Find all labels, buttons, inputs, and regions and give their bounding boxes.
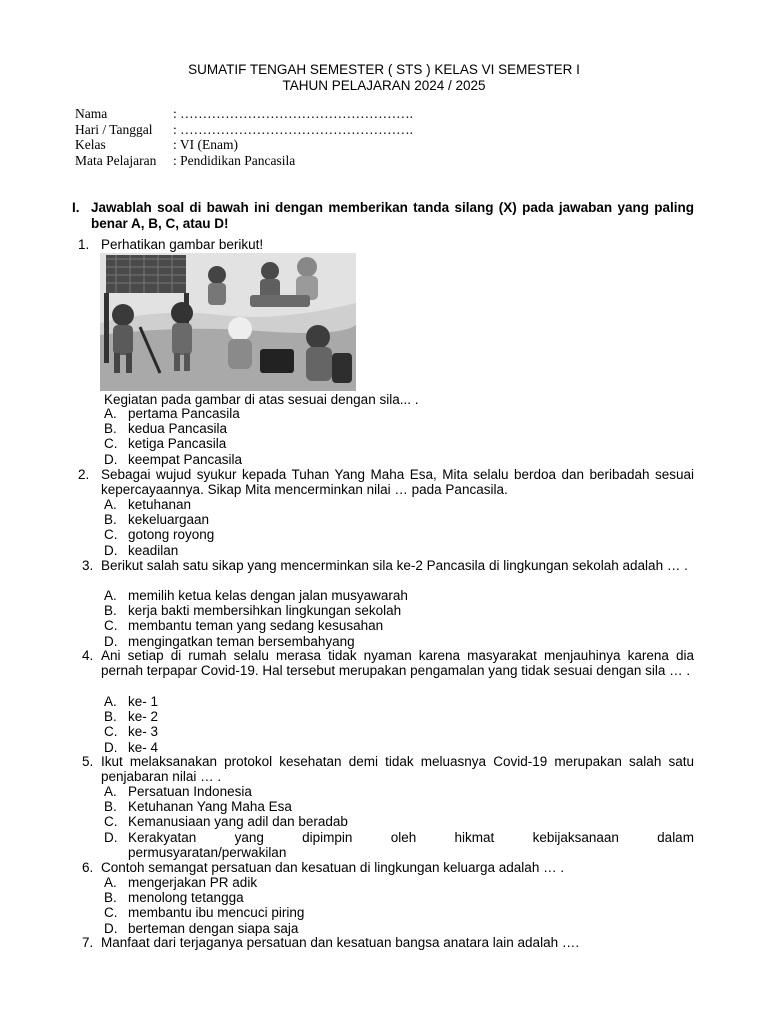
option-c[interactable] — [104, 814, 694, 829]
option-d[interactable] — [104, 543, 694, 558]
identity-row-nama — [75, 106, 413, 122]
option-text: berteman dengan siapa saja — [128, 920, 299, 936]
question-number: 1. — [78, 237, 90, 252]
option-d[interactable] — [104, 452, 694, 467]
option-letter: B. — [104, 709, 117, 725]
question-5 — [0, 754, 768, 784]
option-letter: A. — [104, 588, 117, 603]
question-1-illustration — [100, 253, 356, 391]
exam-year: TAHUN PELAJARAN 2024 / 2025 — [282, 78, 486, 93]
identity-value: : ……………………………………………. — [173, 106, 414, 121]
question-number: 3. — [82, 558, 94, 573]
question-number: 2. — [78, 467, 90, 482]
option-letter: D. — [104, 542, 118, 558]
identity-row-kelas — [75, 137, 413, 153]
identity-value: : ……………………………………………. — [173, 121, 414, 137]
question-text: Contoh semangat persatuan dan kesatuan di lingkungan keluarga adalah … . — [101, 860, 565, 875]
option-letter: D. — [104, 451, 118, 467]
option-text: Ketuhanan Yang Maha Esa — [128, 799, 292, 815]
identity-label: Hari / Tanggal — [75, 121, 153, 137]
question-7 — [0, 935, 768, 950]
option-letter: D. — [104, 633, 118, 649]
option-b[interactable] — [104, 603, 694, 618]
option-text: mengingatkan teman bersembahyang — [128, 633, 355, 649]
option-text: ketiga Pancasila — [128, 436, 227, 452]
option-c[interactable] — [104, 618, 694, 633]
option-text: gotong royong — [128, 527, 215, 543]
option-letter: D. — [104, 829, 118, 845]
question-3 — [0, 558, 768, 588]
option-letter: B. — [104, 421, 117, 437]
option-b[interactable] — [104, 421, 694, 436]
section-number: I. — [72, 200, 80, 215]
option-text: membantu ibu mencuci piring — [128, 905, 305, 921]
identity-value: : VI (Enam) — [173, 137, 238, 152]
option-c[interactable] — [104, 527, 694, 542]
option-text: Kemanusiaan yang adil dan beradab — [128, 814, 348, 830]
option-letter: A. — [104, 497, 117, 512]
question-1-prompt: Kegiatan pada gambar di atas sesuai dengan sila... . — [104, 392, 419, 407]
option-a[interactable] — [104, 406, 694, 421]
option-d[interactable] — [104, 830, 694, 860]
question-text: Berikut salah satu sikap yang mencerminkan sila ke-2 Pancasila di lingkungan sekolah adalah … . — [101, 558, 688, 573]
section-instruction-text: Jawablah soal di bawah ini dengan memberikan tanda silang (X) pada jawaban yang paling benar A, B, C, atau D! — [91, 200, 694, 231]
question-2 — [0, 467, 768, 497]
option-text: memilih ketua kelas dengan jalan musyawarah — [128, 588, 408, 603]
option-a[interactable] — [104, 694, 694, 709]
question-4-options — [104, 694, 694, 755]
option-text: keadilan — [128, 542, 179, 558]
option-letter: A. — [104, 875, 117, 890]
option-word: yang — [234, 829, 264, 845]
option-letter: B. — [104, 799, 117, 815]
option-letter: B. — [104, 603, 117, 619]
option-letter: A. — [104, 694, 117, 709]
identity-label: Mata Pelajaran — [75, 152, 157, 168]
option-letter: C. — [104, 618, 118, 634]
question-number: 7. — [82, 935, 94, 950]
option-d[interactable] — [104, 921, 694, 936]
question-number: 4. — [82, 648, 94, 663]
option-text: ke- 4 — [128, 739, 159, 755]
option-text: kekeluargaan — [128, 512, 210, 528]
option-c[interactable] — [104, 436, 694, 451]
question-text: Manfaat dari terjaganya persatuan dan kesatuan bangsa anatara lain adalah …. — [101, 935, 580, 950]
option-a[interactable] — [104, 875, 694, 890]
option-word: dalam — [657, 829, 694, 845]
option-text: ke- 1 — [128, 694, 159, 709]
option-word: Kerakyatan — [128, 829, 197, 845]
question-1 — [0, 237, 768, 252]
option-letter: A. — [104, 406, 117, 421]
option-letter: C. — [104, 814, 118, 830]
option-d[interactable] — [104, 634, 694, 649]
option-word: hikmat — [454, 829, 495, 845]
question-1-options — [104, 406, 694, 467]
identity-row-hari-tanggal — [75, 122, 413, 138]
question-6-options — [104, 875, 694, 936]
children-activity-picture — [100, 253, 356, 391]
option-text: membantu teman yang sedang kesusahan — [128, 618, 384, 634]
option-letter: B. — [104, 512, 117, 528]
question-5-options — [104, 784, 694, 860]
question-6 — [0, 860, 768, 875]
question-text: Sebagai wujud syukur kepada Tuhan Yang Maha Esa, Mita selalu berdoa dan beribadah sesuai kepercayaannya. Sikap Mita mencerminkan nilai … pada Pancasila. — [101, 467, 694, 498]
question-text: Ikut melaksanakan protokol kesehatan demi tidak meluasnya Covid-19 merupakan salah satu penjabaran nilai … . — [101, 754, 694, 785]
option-text-line-2: permusyaratan/perwakilan — [128, 844, 287, 860]
option-text: ketuhanan — [128, 497, 192, 512]
option-text: menolong tetangga — [128, 890, 244, 906]
option-letter: C. — [104, 527, 118, 543]
option-c[interactable] — [104, 905, 694, 920]
option-text: keempat Pancasila — [128, 451, 243, 467]
option-letter: B. — [104, 890, 117, 906]
option-text: ke- 3 — [128, 724, 159, 740]
identity-label: Kelas — [75, 137, 106, 152]
option-text: Persatuan Indonesia — [128, 784, 252, 799]
option-word: kebijaksanaan — [532, 829, 619, 845]
option-b[interactable] — [104, 890, 694, 905]
option-b[interactable] — [104, 799, 694, 814]
option-text — [128, 830, 694, 860]
question-text: Perhatikan gambar berikut! — [101, 237, 264, 252]
option-letter: C. — [104, 724, 118, 740]
option-letter: A. — [104, 784, 117, 799]
option-text: ke- 2 — [128, 709, 159, 725]
option-d[interactable] — [104, 740, 694, 755]
identity-label: Nama — [75, 106, 108, 121]
option-letter: C. — [104, 905, 118, 921]
question-number: 6. — [82, 860, 94, 875]
question-text: Ani setiap di rumah selalu merasa tidak nyaman karena masyarakat menjauhinya karena dia pernah terpapar Covid-19. Hal tersebut merupakan pengamalan yang tidak sesuai dengan sila … . — [101, 648, 694, 679]
option-text: pertama Pancasila — [128, 406, 240, 421]
identity-value: : Pendidikan Pancasila — [173, 152, 296, 168]
option-b[interactable] — [104, 512, 694, 527]
option-a[interactable] — [104, 497, 694, 512]
option-word: oleh — [390, 829, 417, 845]
option-text: kedua Pancasila — [128, 421, 228, 437]
question-3-options — [104, 588, 694, 649]
question-4 — [0, 648, 768, 694]
option-text: kerja bakti membersihkan lingkungan sekolah — [128, 603, 402, 619]
question-number: 5. — [82, 754, 94, 769]
option-b[interactable] — [104, 709, 694, 724]
option-letter: D. — [104, 739, 118, 755]
section-instruction — [72, 200, 694, 232]
option-text: mengerjakan PR adik — [128, 875, 258, 890]
option-a[interactable] — [104, 588, 694, 603]
option-word: dipimpin — [302, 829, 353, 845]
identity-row-mata-pelajaran — [75, 153, 413, 169]
option-letter: C. — [104, 436, 118, 452]
option-a[interactable] — [104, 784, 694, 799]
option-letter: D. — [104, 920, 118, 936]
question-2-options — [104, 497, 694, 558]
exam-title: SUMATIF TENGAH SEMESTER ( STS ) KELAS VI SEMESTER I — [188, 62, 580, 77]
option-text-line-1 — [128, 830, 694, 845]
option-c[interactable] — [104, 724, 694, 739]
identity-block — [75, 106, 413, 168]
